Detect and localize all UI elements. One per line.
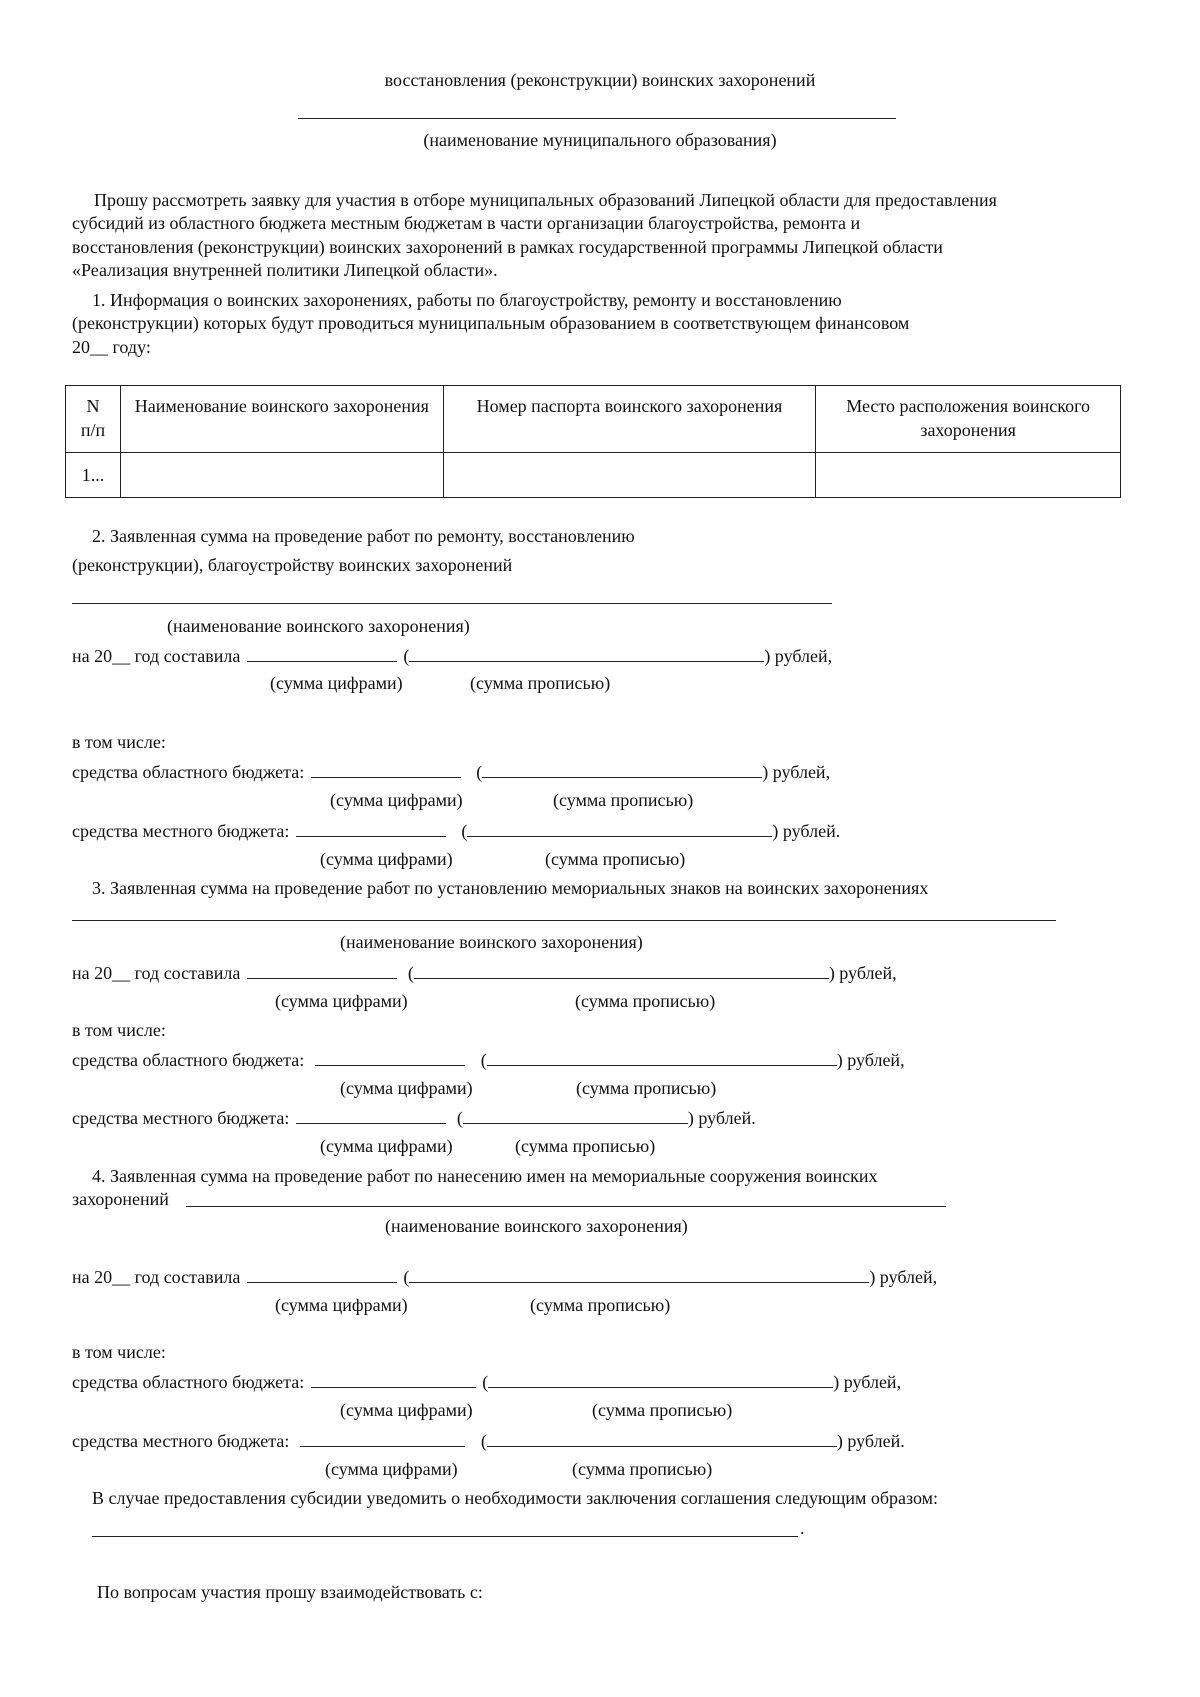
item4-total-open-paren: ( (403, 1267, 410, 1287)
item3-total-row (72, 960, 897, 985)
item4-local-suffix: ) рублей. (836, 1431, 905, 1451)
header-passport-number-text: Номер паспорта воинского захоронения (476, 396, 783, 416)
item2-local-suffix: ) рублей. (772, 821, 841, 841)
item3-including: в том числе: (72, 1020, 166, 1040)
item2-line-1: 2. Заявленная сумма на проведение работ по ремонту, восстановлению (92, 526, 635, 546)
table-cell-passport-number[interactable] (443, 453, 816, 498)
table-cell-number: 1... (66, 453, 121, 498)
item4-total-words-field[interactable] (409, 1264, 869, 1283)
item2-total-digits-field[interactable] (247, 643, 397, 662)
item2-burial-caption: (наименование воинского захоронения) (167, 616, 470, 636)
item3-regional-row (72, 1047, 905, 1072)
item3-local-open-paren: ( (456, 1108, 463, 1128)
item4-regional-words-caption: (сумма прописью) (592, 1400, 733, 1420)
item3-local-row (72, 1105, 756, 1130)
item2-local-open-paren: ( (461, 821, 468, 841)
item4-local-label: средства местного бюджета: (72, 1431, 290, 1451)
item4-burial-name-line[interactable] (186, 1206, 946, 1207)
intro-line-3: восстановления (реконструкции) воинских захоронений в рамках государственной программы Липецкой области (72, 237, 943, 257)
header-number (66, 386, 121, 453)
item4-local-digits-field[interactable] (300, 1428, 465, 1447)
item3-regional-words-caption: (сумма прописью) (576, 1078, 717, 1098)
title-line: восстановления (реконструкции) воинских захоронений (384, 70, 816, 90)
item3-total-digits-caption: (сумма цифрами) (275, 991, 408, 1011)
item3-local-words-caption: (сумма прописью) (515, 1136, 656, 1156)
item4-regional-row (72, 1369, 901, 1394)
item4-regional-digits-field[interactable] (311, 1369, 476, 1388)
item2-regional-open-paren: ( (476, 762, 483, 782)
item2-total-open-paren: ( (403, 646, 410, 666)
item1-line-1: 1. Информация о воинских захоронениях, работы по благоустройству, ремонту и восстановлению (92, 290, 842, 310)
item4-total-row (72, 1264, 937, 1289)
municipality-name-line[interactable] (298, 118, 896, 119)
item3-regional-open-paren: ( (480, 1050, 487, 1070)
item4-burial-caption: (наименование воинского захоронения) (385, 1216, 688, 1236)
item4-local-words-field[interactable] (487, 1428, 837, 1447)
item3-total-words-caption: (сумма прописью) (575, 991, 716, 1011)
intro-line-2: субсидий из областного бюджета местным бюджетам в части организации благоустройства, ремонта и (72, 213, 861, 233)
item3-local-label: средства местного бюджета: (72, 1108, 290, 1128)
item4-local-row (72, 1428, 905, 1453)
item2-local-label: средства местного бюджета: (72, 821, 290, 841)
item4-local-words-caption: (сумма прописью) (572, 1459, 713, 1479)
item2-total-suffix: ) рублей, (764, 646, 833, 666)
burials-table (65, 385, 1121, 498)
item3-regional-label: средства областного бюджета: (72, 1050, 305, 1070)
item2-local-digits-field[interactable] (296, 818, 446, 837)
table-cell-burial-name[interactable] (120, 453, 443, 498)
item2-total-words-field[interactable] (409, 643, 764, 662)
table-cell-location[interactable] (816, 453, 1121, 498)
item3-local-suffix: ) рублей. (687, 1108, 756, 1128)
item2-local-row (72, 818, 840, 843)
header-passport-number (443, 386, 816, 453)
item3-local-words-field[interactable] (463, 1105, 688, 1124)
item4-regional-digits-caption: (сумма цифрами) (340, 1400, 473, 1420)
item4-line-2: захоронений (72, 1189, 169, 1209)
item3-burial-name-line[interactable] (72, 920, 1056, 921)
header-number-text: N п/п (80, 396, 106, 440)
item2-regional-digits-caption: (сумма цифрами) (330, 790, 463, 810)
item3-total-prefix: на 20__ год составила (72, 963, 241, 983)
item3-regional-digits-caption: (сумма цифрами) (340, 1078, 473, 1098)
item2-regional-words-caption: (сумма прописью) (553, 790, 694, 810)
item4-total-words-caption: (сумма прописью) (530, 1295, 671, 1315)
item2-total-words-caption: (сумма прописью) (470, 673, 611, 693)
item2-regional-suffix: ) рублей, (762, 762, 831, 782)
item2-local-words-caption: (сумма прописью) (545, 849, 686, 869)
header-location-text: Место расположения воинского захоронения (846, 396, 1091, 440)
item4-local-digits-caption: (сумма цифрами) (325, 1459, 458, 1479)
notice-line: В случае предоставления субсидии уведомить о необходимости заключения соглашения следующим образом: (92, 1488, 939, 1508)
item4-regional-suffix: ) рублей, (833, 1372, 902, 1392)
item1-line-2: (реконструкции) которых будут проводиться муниципальным образованием в соответствующем финансовом (72, 313, 910, 333)
item3-total-open-paren: ( (407, 963, 414, 983)
item2-regional-digits-field[interactable] (311, 759, 461, 778)
item3-line-1: 3. Заявленная сумма на проведение работ по установлению мемориальных знаков на воинских захоронениях (92, 878, 929, 898)
item4-regional-label: средства областного бюджета: (72, 1372, 305, 1392)
item4-total-digits-field[interactable] (247, 1264, 397, 1283)
item4-total-prefix: на 20__ год составила (72, 1267, 241, 1287)
item4-line-1: 4. Заявленная сумма на проведение работ по нанесению имен на мемориальные сооружения воинских (92, 1166, 878, 1186)
item3-local-digits-caption: (сумма цифрами) (320, 1136, 453, 1156)
header-location (816, 386, 1121, 453)
contact-line: По вопросам участия прошу взаимодействовать с: (97, 1582, 483, 1602)
item4-total-digits-caption: (сумма цифрами) (275, 1295, 408, 1315)
intro-line-1: Прошу рассмотреть заявку для участия в отборе муниципальных образований Липецкой области для предоставления (94, 190, 997, 210)
item4-local-open-paren: ( (480, 1431, 487, 1451)
item3-total-digits-field[interactable] (247, 960, 397, 979)
municipality-caption: (наименование муниципального образования) (423, 130, 777, 150)
item2-total-row (72, 643, 832, 668)
item2-regional-label: средства областного бюджета: (72, 762, 305, 782)
item3-total-suffix: ) рублей, (828, 963, 897, 983)
item2-total-prefix: на 20__ год составила (72, 646, 241, 666)
intro-line-4: «Реализация внутренней политики Липецкой области». (72, 260, 498, 280)
table-header-row (66, 386, 1121, 453)
notice-method-line[interactable] (92, 1536, 798, 1537)
item3-regional-words-field[interactable] (487, 1047, 837, 1066)
item2-total-digits-caption: (сумма цифрами) (270, 673, 403, 693)
item4-line-2-row (72, 1187, 169, 1211)
item4-regional-open-paren: ( (482, 1372, 489, 1392)
table-row (66, 453, 1121, 498)
item1-line-3: 20__ году: (72, 337, 151, 357)
item3-burial-caption: (наименование воинского захоронения) (340, 932, 643, 952)
item2-including: в том числе: (72, 732, 166, 752)
header-burial-name (120, 386, 443, 453)
header-burial-name-text: Наименование воинского захоронения (134, 396, 429, 416)
item2-line-2: (реконструкции), благоустройству воинских захоронений (72, 555, 513, 575)
item3-total-words-field[interactable] (414, 960, 829, 979)
notice-end-dot: . (800, 1518, 805, 1538)
item4-total-suffix: ) рублей, (869, 1267, 938, 1287)
item2-regional-words-field[interactable] (482, 759, 762, 778)
item2-regional-row (72, 759, 830, 784)
item3-local-digits-field[interactable] (296, 1105, 446, 1124)
item4-regional-words-field[interactable] (488, 1369, 833, 1388)
item2-local-words-field[interactable] (467, 818, 772, 837)
item3-regional-digits-field[interactable] (315, 1047, 465, 1066)
item2-local-digits-caption: (сумма цифрами) (320, 849, 453, 869)
item4-including: в том числе: (72, 1342, 166, 1362)
item3-regional-suffix: ) рублей, (836, 1050, 905, 1070)
item2-burial-name-line[interactable] (72, 603, 832, 604)
